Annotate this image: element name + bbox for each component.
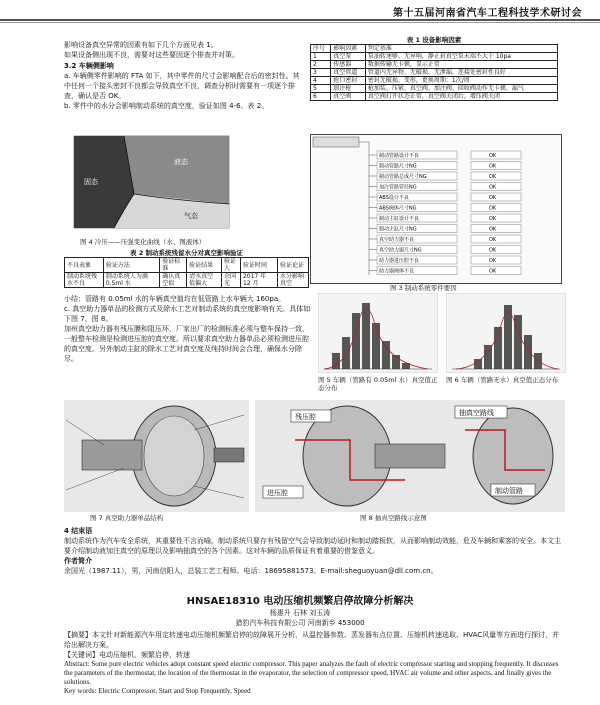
table-cell: 6 [311, 93, 331, 101]
fault-tree-label: 制动管路设计不良 [379, 153, 420, 159]
table-cell: 真空泵 [331, 53, 366, 61]
table-cell: 余国光 [222, 273, 241, 288]
histogram-bar [342, 337, 350, 369]
table-cell: 传感器 [331, 61, 366, 69]
ok-label: OK [489, 195, 497, 201]
fault-tree-row [369, 267, 521, 275]
ok-label: OK [489, 258, 497, 264]
fault-tree-row [369, 225, 521, 233]
table-row [311, 85, 558, 93]
conclusion-heading: 4 结束语 [64, 527, 93, 535]
table-1-header: 判定基准 [365, 45, 557, 53]
histogram-bar [474, 359, 482, 369]
author-text: 余国光（1987.11），男，河南信阳人，总装工艺工程师。电话：18695881573。E-mail:sheguoyuan@dll.com.cn。 [64, 567, 438, 575]
figure-4-caption: 图 4 冷压——压强变化曲线（水、图液体） [80, 238, 206, 246]
fault-tree-label: 真空助力器不良 [379, 237, 415, 243]
table-cell: 2 [311, 61, 331, 69]
ok-label: OK [489, 268, 497, 275]
table-cell: 管道内无异物、无破损、无泄漏，连接处密封性良好 [365, 69, 557, 77]
abstract-cn: 【摘要】本文针对新能源汽车用定转速电动压缩机频繁启停的故障展开分析，从温控器参数、蒸发器布点位置、压缩机转速选取、HVAC风量等方面进行探讨，并给出解决方案。 [64, 631, 560, 649]
left-middle-text [64, 294, 314, 364]
liquid-region [124, 136, 229, 204]
ok-label: OK [489, 174, 497, 180]
section-heading: 3.2 车辆侧影响 [64, 62, 114, 70]
table-2-header: 验证时间 [240, 258, 277, 273]
figure-3 [310, 134, 562, 284]
table-cell: 清水真空值偏大 [187, 273, 222, 288]
region-label: 固态 [84, 178, 98, 186]
fault-tree-row [369, 246, 521, 254]
fault-tree-row [369, 193, 521, 201]
para-2: 如果设备侧出现不良，需要对这些要因逐个排查并对策。 [64, 51, 239, 59]
phase-diagram [64, 134, 234, 236]
table-2 [64, 249, 309, 288]
table-2-header: 验证标准 [160, 258, 187, 273]
fault-tree-label: 助力器进压腔不良 [379, 258, 420, 264]
fault-tree-label: 加注管路管径NG [379, 184, 417, 191]
fault-tree-row [369, 235, 521, 243]
fault-tree-label: 助力器阀体不良 [379, 268, 415, 275]
figure-8 [255, 400, 565, 512]
ok-label: OK [489, 163, 497, 170]
diagram-label: 残压腔 [295, 413, 316, 421]
table-cell: 2017 年 12 月 [240, 273, 277, 288]
table-cell: 制动系统残水不良 [65, 273, 104, 288]
fault-tree-label: 制动主缸设计不良 [379, 216, 420, 222]
fault-tree-row [369, 204, 521, 212]
histogram-bar [372, 323, 380, 369]
table-cell: 密封无破损、变形，更换周期：1次/周 [365, 77, 557, 85]
table-2-header: 验证人 [222, 258, 241, 273]
histogram-bar [382, 341, 390, 369]
article-title: HNSAE18310 电动压缩机频繁启停故障分析解决 [186, 596, 414, 607]
header-rule-thin [0, 22, 600, 23]
para-booster: 加州真空助力器有残压膜和阻压环，厂家出厂的检测标准必须与整车保持一致，一般整车检测是检测进压腔的真空度。所以要求真空助力器单品必须检测进压腔的真空度。另外制动主缸的除水工艺对真空度及纯持时间会合理，确保水分除尽。 [64, 325, 309, 363]
fault-tree-row [369, 214, 521, 222]
figure-7-caption: 图 7 真空助力器单品结构 [90, 514, 164, 522]
ok-label: OK [489, 216, 497, 222]
histogram-bar [484, 345, 492, 369]
table-1-title: 表 1 设备影响因素 [406, 36, 462, 44]
figure-7 [64, 400, 249, 512]
table-cell: 4 [311, 77, 331, 85]
fault-tree-row [369, 183, 521, 191]
header-title: 第十五届河南省汽车工程科技学术研讨会 [393, 8, 582, 19]
fault-tree-row [369, 172, 521, 180]
table-cell: 确认真空值 [160, 273, 187, 288]
table-cell: 水分影响真空 [278, 273, 309, 288]
table-cell: 数据传输无卡顿，显示正常 [365, 61, 557, 69]
para-1: 影响设备真空异常的因素有如下几个方面见表 1。 [64, 41, 218, 49]
abstract-en: Abstract: Some pure electric vehicles adopt constant speed electric compressor. This paper analyzes the fault of electric compressor starting and stopping frequently. It discusses the parameters of the thermostat, the location of the thermostat in the evaporator, the selection of compressor speed, HVAC air volume and other aspects, and finally gives the solutions. [64, 660, 559, 686]
para-4: b. 零件中的水分会影响制动系统的真空度，验证如图 4-6、表 2。 [64, 102, 269, 110]
diagram-label: 抽真空路线 [459, 409, 494, 417]
ok-label: OK [489, 153, 497, 159]
histogram-chart [446, 293, 566, 373]
table-cell: 1 [311, 53, 331, 61]
table-row [311, 93, 558, 101]
histogram-bar [362, 303, 370, 369]
fault-tree [311, 135, 561, 283]
table-cell: 真空管道 [331, 69, 366, 77]
header-rule [0, 19, 600, 21]
conclusion [64, 526, 564, 576]
left-column-text [64, 40, 304, 111]
ok-label: OK [489, 205, 497, 212]
booster-structure [64, 400, 249, 512]
ok-label: OK [489, 247, 497, 254]
table-cell: 真空阀打开状态正常，真空阀关闭后，增压阀关闭 [365, 93, 557, 101]
diagram-label: 进压腔 [267, 489, 288, 497]
table-cell: 3 [311, 69, 331, 77]
table-row [311, 69, 558, 77]
region-label: 液态 [174, 158, 188, 166]
figure-6-caption: 图 6 车辆（管路无水）真空值正态分布 [446, 376, 559, 384]
author-heading: 作者简介 [64, 557, 92, 565]
diagram-label: 制动管路 [495, 487, 523, 495]
table-cell: 5 [311, 85, 331, 93]
keywords-en: Key words: Electric Compressor, Start and Stop Frequently, Speed [64, 687, 251, 695]
table-2-header: 不良表象 [65, 258, 104, 273]
keywords-cn: 【关键词】电动压缩机，频繁启停，转速 [64, 651, 190, 659]
histogram-chart [318, 293, 438, 373]
summary-para: 小结：管路有 0.05ml 水的车辆真空值均在低管路上水车辆大 160pa。 [64, 295, 286, 303]
table-cell: 泵油转速够、无异响，静止封真空泵末端不大于 10pa [365, 53, 557, 61]
table-cell: 真空阀 [331, 93, 366, 101]
table-1-grid [310, 44, 558, 101]
figure-3-caption: 图 3 制动系统零件要因 [390, 284, 457, 292]
table-1-header: 序号 [311, 45, 331, 53]
ok-label: OK [489, 226, 497, 233]
histogram-bar [524, 335, 532, 369]
fault-tree-label: 制动主缸尺寸NG [379, 226, 417, 233]
figure-6 [446, 293, 566, 373]
page-header [0, 0, 600, 22]
article-authors: 杨惠升 石林 刘玉涛 [269, 609, 331, 617]
table-cell: 制动系统人为滴 0.5ml 水 [103, 273, 159, 288]
table-cell: 枪加装、压紧、真空阀、加注阀、回收阀动作无卡顿、漏气 [365, 85, 557, 93]
table-row [311, 61, 558, 69]
table-2-grid [64, 257, 309, 288]
table-row [65, 273, 309, 288]
table-2-title: 表 2 制动系统残留水分对真空影响验证 [129, 249, 244, 257]
fault-tree-label: ABS阀体尺寸NG [379, 205, 417, 212]
ok-label: OK [489, 184, 497, 191]
table-row [311, 77, 558, 85]
table-2-header: 验证方法 [103, 258, 159, 273]
table-1 [310, 36, 558, 101]
figure-5 [318, 293, 438, 373]
fault-tree-label: 制动管路总成尺寸NG [379, 174, 427, 180]
table-row [311, 53, 558, 61]
figure-4 [64, 134, 234, 236]
article-abstract [64, 630, 564, 696]
vacuum-route-diagram [255, 400, 565, 512]
table-1-header: 影响因素 [331, 45, 366, 53]
table-cell: 加注枪 [331, 85, 366, 93]
figure-5-caption: 图 5 车辆（管路有 0.05ml 水）真空值正态分布 [318, 376, 438, 392]
conclusion-text: 制动系统作为汽车安全系统，其重要性不言而喻。制动系统只要存有残留空气会导致制动延时和制动踏板软，从而影响制动效能，危及车辆和乘客的安全。本文主要介绍制动液加注真空的原理以及影响抽真空的各个因素。这对车辆的品质保证有着重要的借鉴意义。 [64, 537, 561, 555]
fault-tree-label: 制动管路尺寸NG [379, 163, 417, 170]
figure-8-caption: 图 8 抽真空路线示意图 [360, 514, 427, 522]
table-2-header: 验证论证 [278, 258, 309, 273]
ok-label: OK [489, 237, 497, 243]
para-c: c. 真空助力器单品的检测方式及除水工艺对制动系统的真空度影响有关。具体如下图 7、图 8。 [64, 305, 311, 323]
article-affiliation: 猎豹汽车科技有限公司 河南新乡 453000 [235, 619, 365, 627]
table-cell: 抢口密封 [331, 77, 366, 85]
para-3: a. 车辆侧零件影响的 FTA 如下，其中零件的尺寸会影响配合后的密封性。其中任何一个接头密封不良都会导致真空不良，调查分析时需要有一项逐个排查，确认是否 OK。 [64, 72, 300, 100]
region-label: 气态 [184, 212, 198, 220]
fault-tree-row [369, 162, 521, 170]
fault-tree-row [369, 151, 521, 159]
fault-tree-label: 真空助力器尺寸NG [379, 247, 422, 254]
histogram-bar [534, 353, 542, 369]
fault-tree-label: ABS设计不良 [379, 195, 409, 201]
fault-tree-row [369, 256, 521, 264]
table-2-header: 验证结果 [187, 258, 222, 273]
